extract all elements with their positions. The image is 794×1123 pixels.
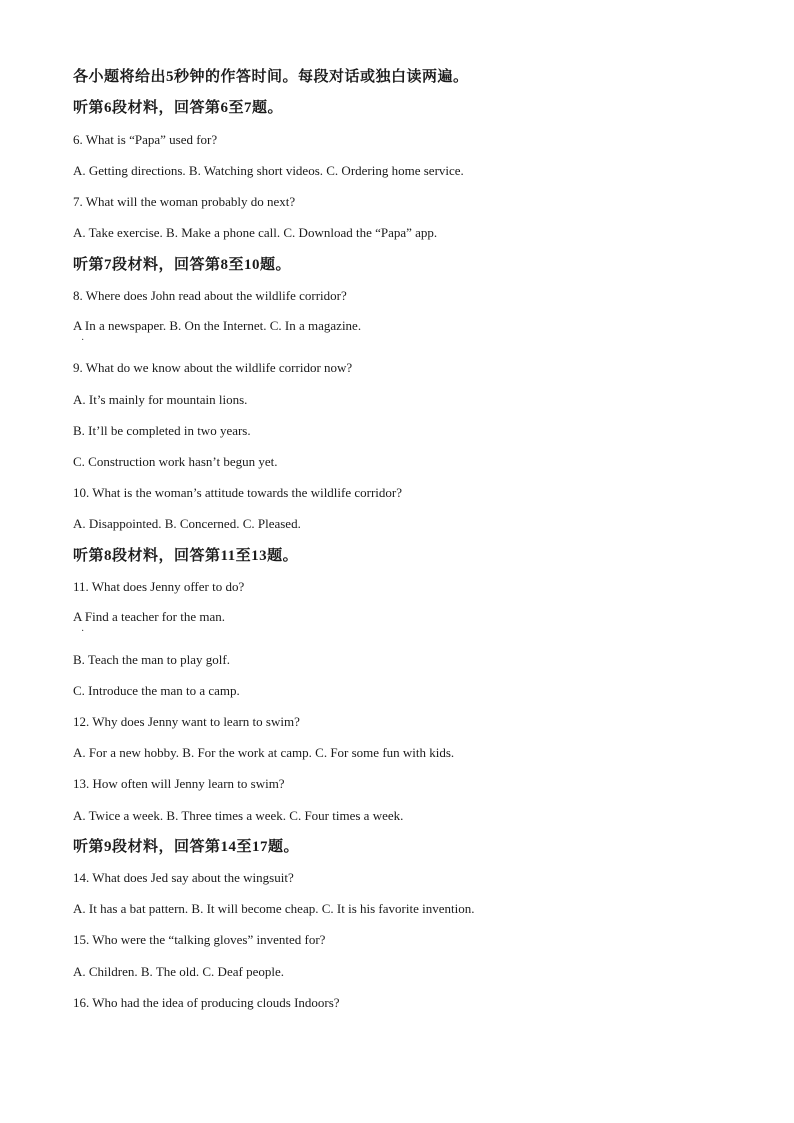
option-11b: B. Teach the man to play golf. [73,652,230,667]
section-heading-6: 听第6段材料，回答第6至7题。 [73,100,284,116]
question-10: 10. What is the woman’s attitude towards the wildlife corridor? [73,485,403,500]
options-10: A. Disappointed. B. Concerned. C. Pleased. [73,516,301,531]
option-11a: A Find a teacher for the man. [73,609,225,624]
question-7: 7. What will the woman probably do next? [73,194,296,209]
option-9c: C. Construction work hasn’t begun yet. [73,454,278,469]
question-6: 6. What is “Papa” used for? [73,132,218,147]
section-heading-9: 听第9段材料，回答第14至17题。 [73,839,300,855]
question-16: 16. Who had the idea of producing clouds Indoors? [73,995,340,1010]
question-15: 15. Who were the “talking gloves” invented for? [73,932,326,947]
instructions-line: 各小题将给出5秒钟的作答时间。每段对话或独白读两遍。 [73,69,469,85]
options-12: A. For a new hobby. B. For the work at camp. C. For some fun with kids. [73,745,455,760]
options-8: A In a newspaper. B. On the Internet. C. In a magazine. [73,318,362,333]
stray-dot: · [81,335,85,346]
options-7: A. Take exercise. B. Make a phone call. C. Download the “Papa” app. [73,225,438,240]
options-6: A. Getting directions. B. Watching short videos. C. Ordering home service. [73,163,464,178]
question-11: 11. What does Jenny offer to do? [73,579,245,594]
question-9: 9. What do we know about the wildlife corridor now? [73,360,353,375]
question-13: 13. How often will Jenny learn to swim? [73,776,285,791]
question-8: 8. Where does John read about the wildlife corridor? [73,288,347,303]
options-14: A. It has a bat pattern. B. It will become cheap. C. It is his favorite invention. [73,901,475,916]
options-15: A. Children. B. The old. C. Deaf people. [73,964,284,979]
stray-dot: · [81,626,85,637]
option-11c: C. Introduce the man to a camp. [73,683,240,698]
option-9a: A. It’s mainly for mountain lions. [73,392,248,407]
question-12: 12. Why does Jenny want to learn to swim? [73,714,300,729]
options-13: A. Twice a week. B. Three times a week. C. Four times a week. [73,808,404,823]
option-9b: B. It’ll be completed in two years. [73,423,251,438]
section-heading-7: 听第7段材料，回答第8至10题。 [73,257,292,273]
question-14: 14. What does Jed say about the wingsuit? [73,870,294,885]
section-heading-8: 听第8段材料，回答第11至13题。 [73,548,299,564]
